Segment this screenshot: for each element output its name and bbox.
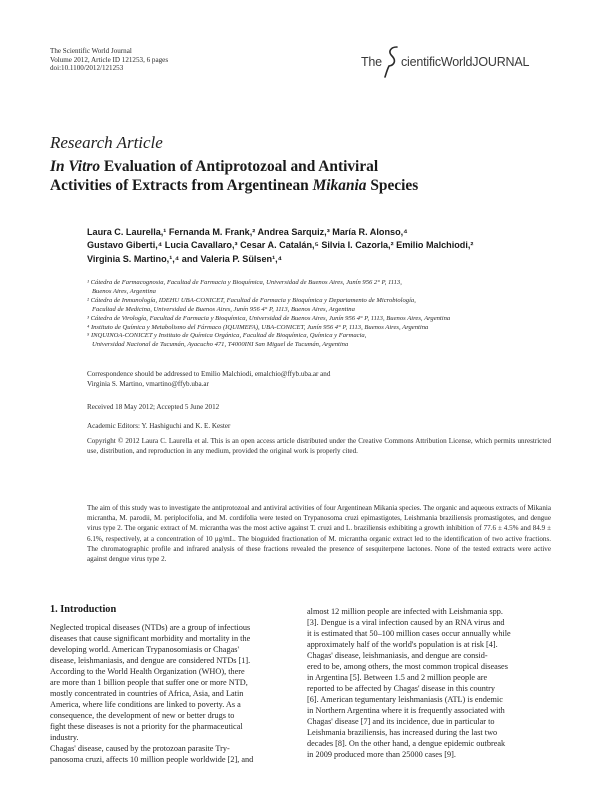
text-line: reported to be affected by Chagas' disease in this country xyxy=(307,684,496,693)
text-line: Neglected tropical diseases (NTDs) are a group of infectious xyxy=(50,623,251,632)
text-line: in Argentina [5]. Between 1.5 and 2 million people are xyxy=(307,673,488,682)
journal-name: The Scientific World Journal xyxy=(50,47,132,55)
author-line: Gustavo Giberti,⁴ Lucia Cavallaro,³ Cesar A. Catalán,⁵ Silvia I. Cazorla,² Emilio Malchiodi,² xyxy=(87,240,474,251)
body-column-right xyxy=(307,606,551,760)
copyright-notice: Copyright © 2012 Laura C. Laurella et al. This is an open access article distributed under the Creative Commons Attribution License, which permits unrestricted use, distribution, and reproduction in any medium, provided the original work is properly cited. xyxy=(87,437,551,456)
text-line: disease, leishmaniasis, and dengue are considered NTDs [1]. xyxy=(50,656,251,665)
author-list xyxy=(87,226,557,266)
text-line: approximately half of the world's population is at risk [4]. xyxy=(307,640,498,649)
title-line1: Evaluation of Antiprotozoal and Antiviral xyxy=(100,158,379,175)
doi: doi:10.1100/2012/121253 xyxy=(50,64,124,73)
affiliation-line: ¹ Cátedra de Farmacognosia, Facultad de Farmacia y Bioquímica, Universidad de Buenos Aires, Junín 956 2° P, 1113, xyxy=(87,279,402,286)
text-line: in 2009 produced more than 25000 cases [9]. xyxy=(307,750,456,759)
text-line: [6]. American tegumentary leishmaniasis (ATL) is endemic xyxy=(307,695,503,704)
title-line2-start: Activities of Extracts from Argentinean xyxy=(50,177,313,195)
journal-logo xyxy=(361,46,551,76)
text-line: Leishmania braziliensis, has increased during the last two xyxy=(307,728,498,737)
text-line: industry. xyxy=(50,733,79,742)
affiliation-line: Buenos Aires, Argentina xyxy=(92,287,156,295)
affiliation-line: ⁴ Instituto de Química y Metabolismo del Fármaco (IQUIMEFA), UBA-CONICET, Junín 956 4° P, 1113, Buenos Aires, Argentina xyxy=(87,323,429,331)
title-line2-end: Species xyxy=(366,177,419,195)
article-type: Research Article xyxy=(50,133,163,152)
logo-rest: cientificWorldJOURNAL xyxy=(401,55,530,69)
text-line: fight these diseases is not a priority for the pharmaceutical xyxy=(50,722,243,731)
text-line: Chagas' disease, leishmaniasis, and dengue are consid- xyxy=(307,651,488,660)
correspondence-line: Virginia S. Martino, vmartino@ffyb.uba.ar xyxy=(87,380,209,389)
text-line: consequence, the development of new or better drugs to xyxy=(50,711,235,720)
received-dates: Received 18 May 2012; Accepted 5 June 2012 xyxy=(87,403,220,411)
text-line: America, where life conditions are linked to poverty. As a xyxy=(50,700,241,709)
body-column-left xyxy=(50,622,292,765)
text-line: decades [8]. On the other hand, a dengue epidemic outbreak xyxy=(307,739,506,748)
text-line: mostly concentrated in countries of Africa, Asia, and Latin xyxy=(50,689,244,698)
text-line: Chagas' disease [7] and its incidence, due in particular to xyxy=(307,717,495,726)
volume-info: Volume 2012, Article ID 121253, 6 pages xyxy=(50,55,169,64)
affiliation-line: Universidad Nacional de Tucumán, Ayacucho 471, T4000INI San Miguel de Tucumán, Argentina xyxy=(92,341,349,349)
text-line: ered to be, among others, the most common tropical diseases xyxy=(307,662,508,671)
correspondence xyxy=(87,369,557,389)
author-line: Virginia S. Martino,¹,⁴ and Valeria P. Sülsen¹,⁴ xyxy=(87,253,283,264)
text-line: in Northern Argentina where it is frequently associated with xyxy=(307,706,505,715)
academic-editors: Academic Editors: Y. Hashiguchi and K. E. Kester xyxy=(87,422,231,430)
logo-s-glyph xyxy=(384,44,402,78)
journal-info xyxy=(50,47,168,73)
text-line: According to the World Health Organization (WHO), there xyxy=(50,667,245,676)
text-line: [3]. Dengue is a viral infection caused by an RNA virus and xyxy=(307,618,505,627)
text-line: are more than 1 billion people that suffer one or more NTD, xyxy=(50,678,248,687)
affiliation-line: ⁵ INQUINOA-CONICET y Instituto de Química Orgánica, Facultad de Bioquímica, Química y Farmacia, xyxy=(87,332,367,340)
text-line: almost 12 million people are infected with Leishmania spp. xyxy=(307,607,503,616)
affiliation-line: ³ Cátedra de Virología, Facultad de Farmacia y Bioquímica, Universidad de Buenos Aires, Junín 956 4° P, 1113, Buenos Aires, Argentina xyxy=(87,314,451,322)
text-line: it is estimated that 50–100 million cases occur annually while xyxy=(307,629,511,638)
affiliation-line: Facultad de Medicina, Universidad de Buenos Aires, Junín 956 4° P, 1113, Buenos Aires, Argentina xyxy=(92,305,355,313)
text-line: panosoma cruzi, affects 10 million people worldwide [2], and xyxy=(50,755,254,764)
correspondence-line: Correspondence should be addressed to Emilio Malchiodi, emalchio@ffyb.uba.ar and xyxy=(87,370,331,378)
title-italic-2: Mikania xyxy=(312,177,367,195)
affiliation-line: ² Cátedra de Inmunología, IDEHU UBA-CONICET, Facultad de Farmacia y Bioquímica y Departamento de Microbiología, xyxy=(87,296,416,304)
title-italic-1: In Vitro xyxy=(50,158,101,175)
abstract: The aim of this study was to investigate the antiprotozoal and antiviral activities of four Argentinean Mikania species. The organic and aqueous extracts of Mikania micrantha, M. parodii, M. periplocifolia, and M. cordifolia were tested on Trypanosoma cruzi epimastigotes, Leishmania braziliensis promastigotes, and dengue virus type 2. The organic extract of M. micrantha was the most active against T. cruzi and L. braziliensis exhibiting a growth inhibition of 77.6 ± 4.5% and 84.9 ± 6.1%, respectively, at a concentration of 10 μg/mL. The bioguided fractionation of M. micrantha organic extract led to the identification of two active fractions. The chromatographic profile and infrared analysis of these fractions revealed the presence of sesquiterpene lactones. None of the tested extracts were active against dengue virus type 2. xyxy=(87,504,551,564)
text-line: Chagas' disease, caused by the protozoan parasite Try- xyxy=(50,744,230,753)
text-line: diseases that cause significant morbidity and mortality in the xyxy=(50,634,251,643)
section-heading: 1. Introduction xyxy=(50,604,117,615)
paper-title xyxy=(50,157,550,196)
affiliations xyxy=(87,279,557,350)
logo-prefix: The xyxy=(361,55,382,69)
text-line: developing world. American Trypanosomiasis or Chagas' xyxy=(50,645,239,654)
author-line: Laura C. Laurella,¹ Fernanda M. Frank,² Andrea Sarquiz,³ María R. Alonso,⁴ xyxy=(87,227,408,237)
